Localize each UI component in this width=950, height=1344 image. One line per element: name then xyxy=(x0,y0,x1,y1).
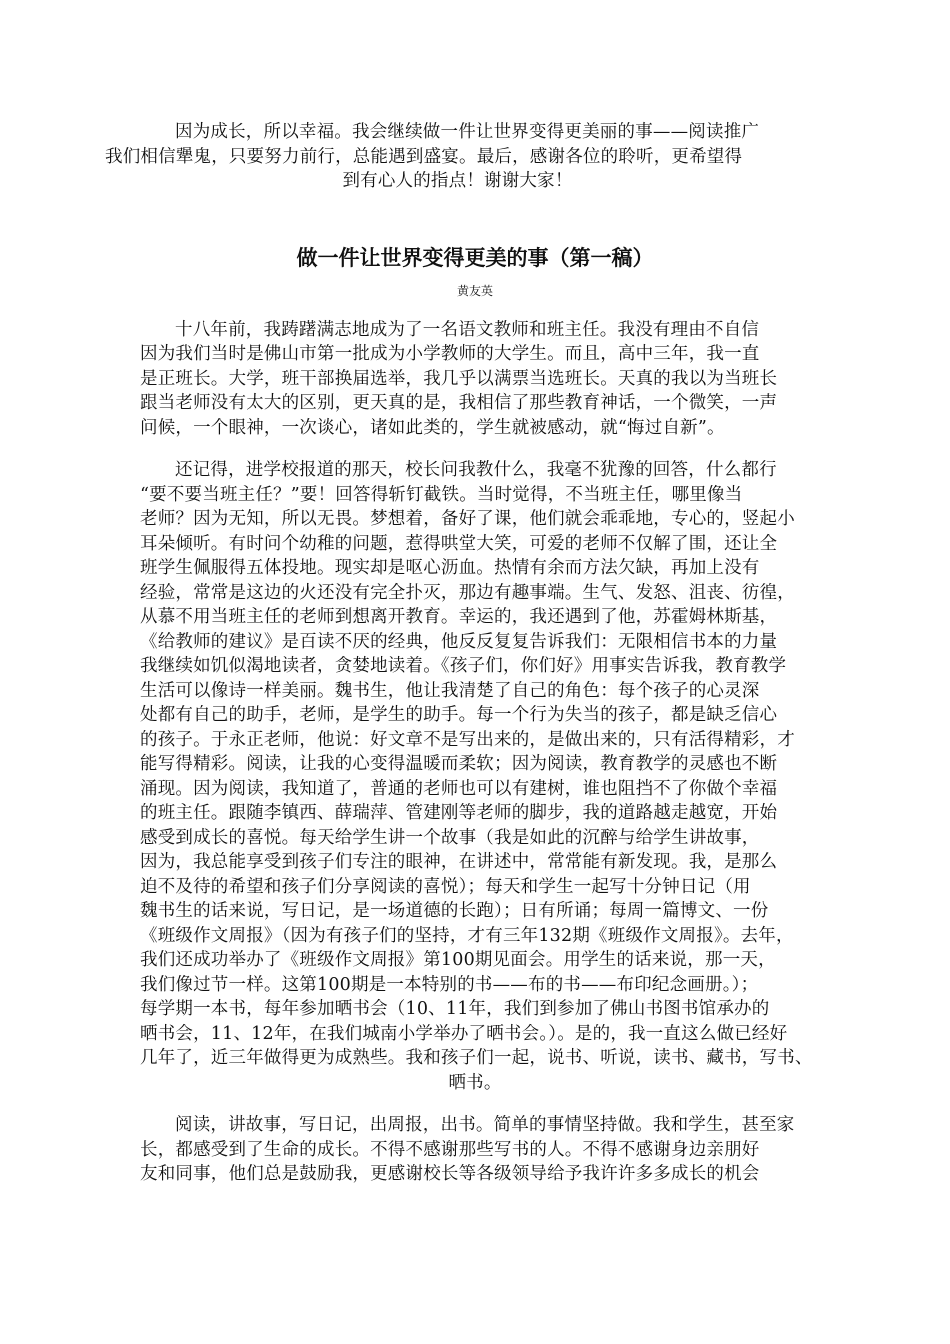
paragraph-line: 是正班长。大学，班干部换届选举，我几乎以满票当选班长。天真的我以为当班长 xyxy=(140,368,778,389)
paragraph-line: 长，都感受到了生命的成长。不得不感谢那些写书的人。不得不感谢身边亲朋好 xyxy=(140,1139,760,1160)
paragraph-line: 我们还成功举办了《班级作文周报》第100期见面会。用学生的话来说，那一天， xyxy=(140,950,776,970)
paragraph-line: 涌现。因为阅读，我知道了，普通的老师也可以有建树，谁也阻挡不了你做个幸福 xyxy=(140,778,778,799)
paragraph-line: “要不要当班主任？”要！回答得斩钉截铁。当时觉得，不当班主任，哪里像当 xyxy=(140,484,743,505)
intro-line: 我们相信犟鬼，只要努力前行，总能遇到盛宴。最后，感谢各位的聆听，更希望得 xyxy=(105,146,743,167)
paragraph-1 xyxy=(140,318,810,441)
paragraph-line: 问候，一个眼神，一次谈心，诸如此类的，学生就被感动，就“悔过自新”。 xyxy=(140,417,725,438)
paragraph-line: 因为，我总能享受到孩子们专注的眼神，在讲述中，常常能有新发现。我，是那么 xyxy=(140,852,778,872)
paragraph-line: 处都有自己的助手，老师，是学生的助手。每一个行为失当的孩子，都是缺乏信心 xyxy=(140,705,778,725)
paragraph-line: 跟当老师没有太大的区别，更天真的是，我相信了那些教育神话，一个微笑，一声 xyxy=(140,393,778,413)
paragraph-3 xyxy=(140,1113,810,1187)
paragraph-2 xyxy=(140,458,813,1095)
paragraph-line: 的班主任。跟随李镇西、薛瑞萍、管建刚等老师的脚步，我的道路越走越宽，开始 xyxy=(140,803,778,823)
paragraph-line: 能写得精彩。阅读，让我的心变得温暖而柔软；因为阅读，教育教学的灵感也不断 xyxy=(140,754,778,774)
paragraph-line: 我继续如饥似渴地读者，贪婪地读着。《孩子们，你们好》用事实告诉我，教育教学 xyxy=(140,656,787,676)
article-title: 做一件让世界变得更美的事（第一稿） xyxy=(296,245,654,270)
paragraph-line: 的孩子。于永正老师，他说：好文章不是写出来的，是做出来的，只有活得精彩，才 xyxy=(140,729,795,750)
article-author: 黄友英 xyxy=(456,283,493,298)
paragraph-line: 几年了，近三年做得更为成熟些。我和孩子们一起，说书、听说，读书、藏书，写书、 xyxy=(140,1048,813,1068)
paragraph-line: 感受到成长的喜悦。每天给学生讲一个故事（我是如此的沉醉与给学生讲故事， xyxy=(140,827,760,848)
intro-paragraph xyxy=(105,120,810,194)
paragraph-line: 老师？因为无知，所以无畏。梦想着，备好了课，他们就会乖乖地，专心的，竖起小 xyxy=(140,509,795,529)
paragraph-line: 还记得，进学校报道的那天，校长问我教什么，我毫不犹豫的回答，什么都行 xyxy=(175,460,777,480)
paragraph-line: 友和同事，他们总是鼓励我，更感谢校长等各级领导给予我许许多多成长的机会 xyxy=(140,1164,760,1184)
paragraph-line: 因为我们当时是佛山市第一批成为小学教师的大学生。而且，高中三年，我一直 xyxy=(140,344,760,364)
paragraph-line: 每学期一本书，每年参加晒书会（10、11年，我们到参加了佛山书图书馆承办的 xyxy=(140,999,770,1019)
paragraph-line: 从慕不用当班主任的老师到想离开教育。幸运的，我还遇到了他，苏霍姆林斯基， xyxy=(140,607,778,627)
paragraph-line: 经验，常常是这边的火还没有完全扑灭，那边有趣事端。生气、发怒、沮丧、彷徨， xyxy=(140,582,795,603)
paragraph-line: 我们像过节一样。这第100期是一本特别的书——布的书——布印纪念画册。）； xyxy=(140,974,759,995)
paragraph-line: 耳朵倾听。有时问个幼稚的问题，惹得哄堂大笑，可爱的老师不仅解了围，还让全 xyxy=(140,533,778,554)
document-page xyxy=(105,120,813,1187)
paragraph-line: 晒书会，11、12年，在我们城南小学举办了晒书会。）。是的，我一直这么做已经好 xyxy=(140,1023,788,1044)
paragraph-line: 生活可以像诗一样美丽。魏书生，他让我清楚了自己的角色：每个孩子的心灵深 xyxy=(140,680,760,701)
paragraph-line: 《班级作文周报》（因为有孩子们的坚持，才有三年132期《班级作文周报》。去年， xyxy=(140,925,794,946)
paragraph-line: 迫不及待的希望和孩子们分享阅读的喜悦）；每天和学生一起写十分钟日记（用 xyxy=(140,876,751,897)
paragraph-line: 魏书生的话来说，写日记，是一场道德的长跑）；日有所诵；每周一篇博文、一份 xyxy=(140,901,769,921)
paragraph-line: 阅读，讲故事，写日记，出周报，出书。简单的事情坚持做。我和学生，甚至家 xyxy=(175,1115,795,1135)
paragraph-line: 晒书。 xyxy=(448,1072,502,1093)
intro-line: 因为成长，所以幸福。我会继续做一件让世界变得更美丽的事——阅读推广 xyxy=(175,122,760,142)
paragraph-line: 十八年前，我踌躇满志地成为了一名语文教师和班主任。我没有理由不自信 xyxy=(175,319,760,340)
intro-line: 到有心人的指点！谢谢大家！ xyxy=(342,171,573,191)
paragraph-line: 《给教师的建议》是百读不厌的经典，他反反复复告诉我们：无限相信书本的力量 xyxy=(140,631,778,652)
paragraph-line: 班学生佩服得五体投地。现实却是呕心沥血。热情有余而方法欠缺，再加上没有 xyxy=(140,558,760,578)
